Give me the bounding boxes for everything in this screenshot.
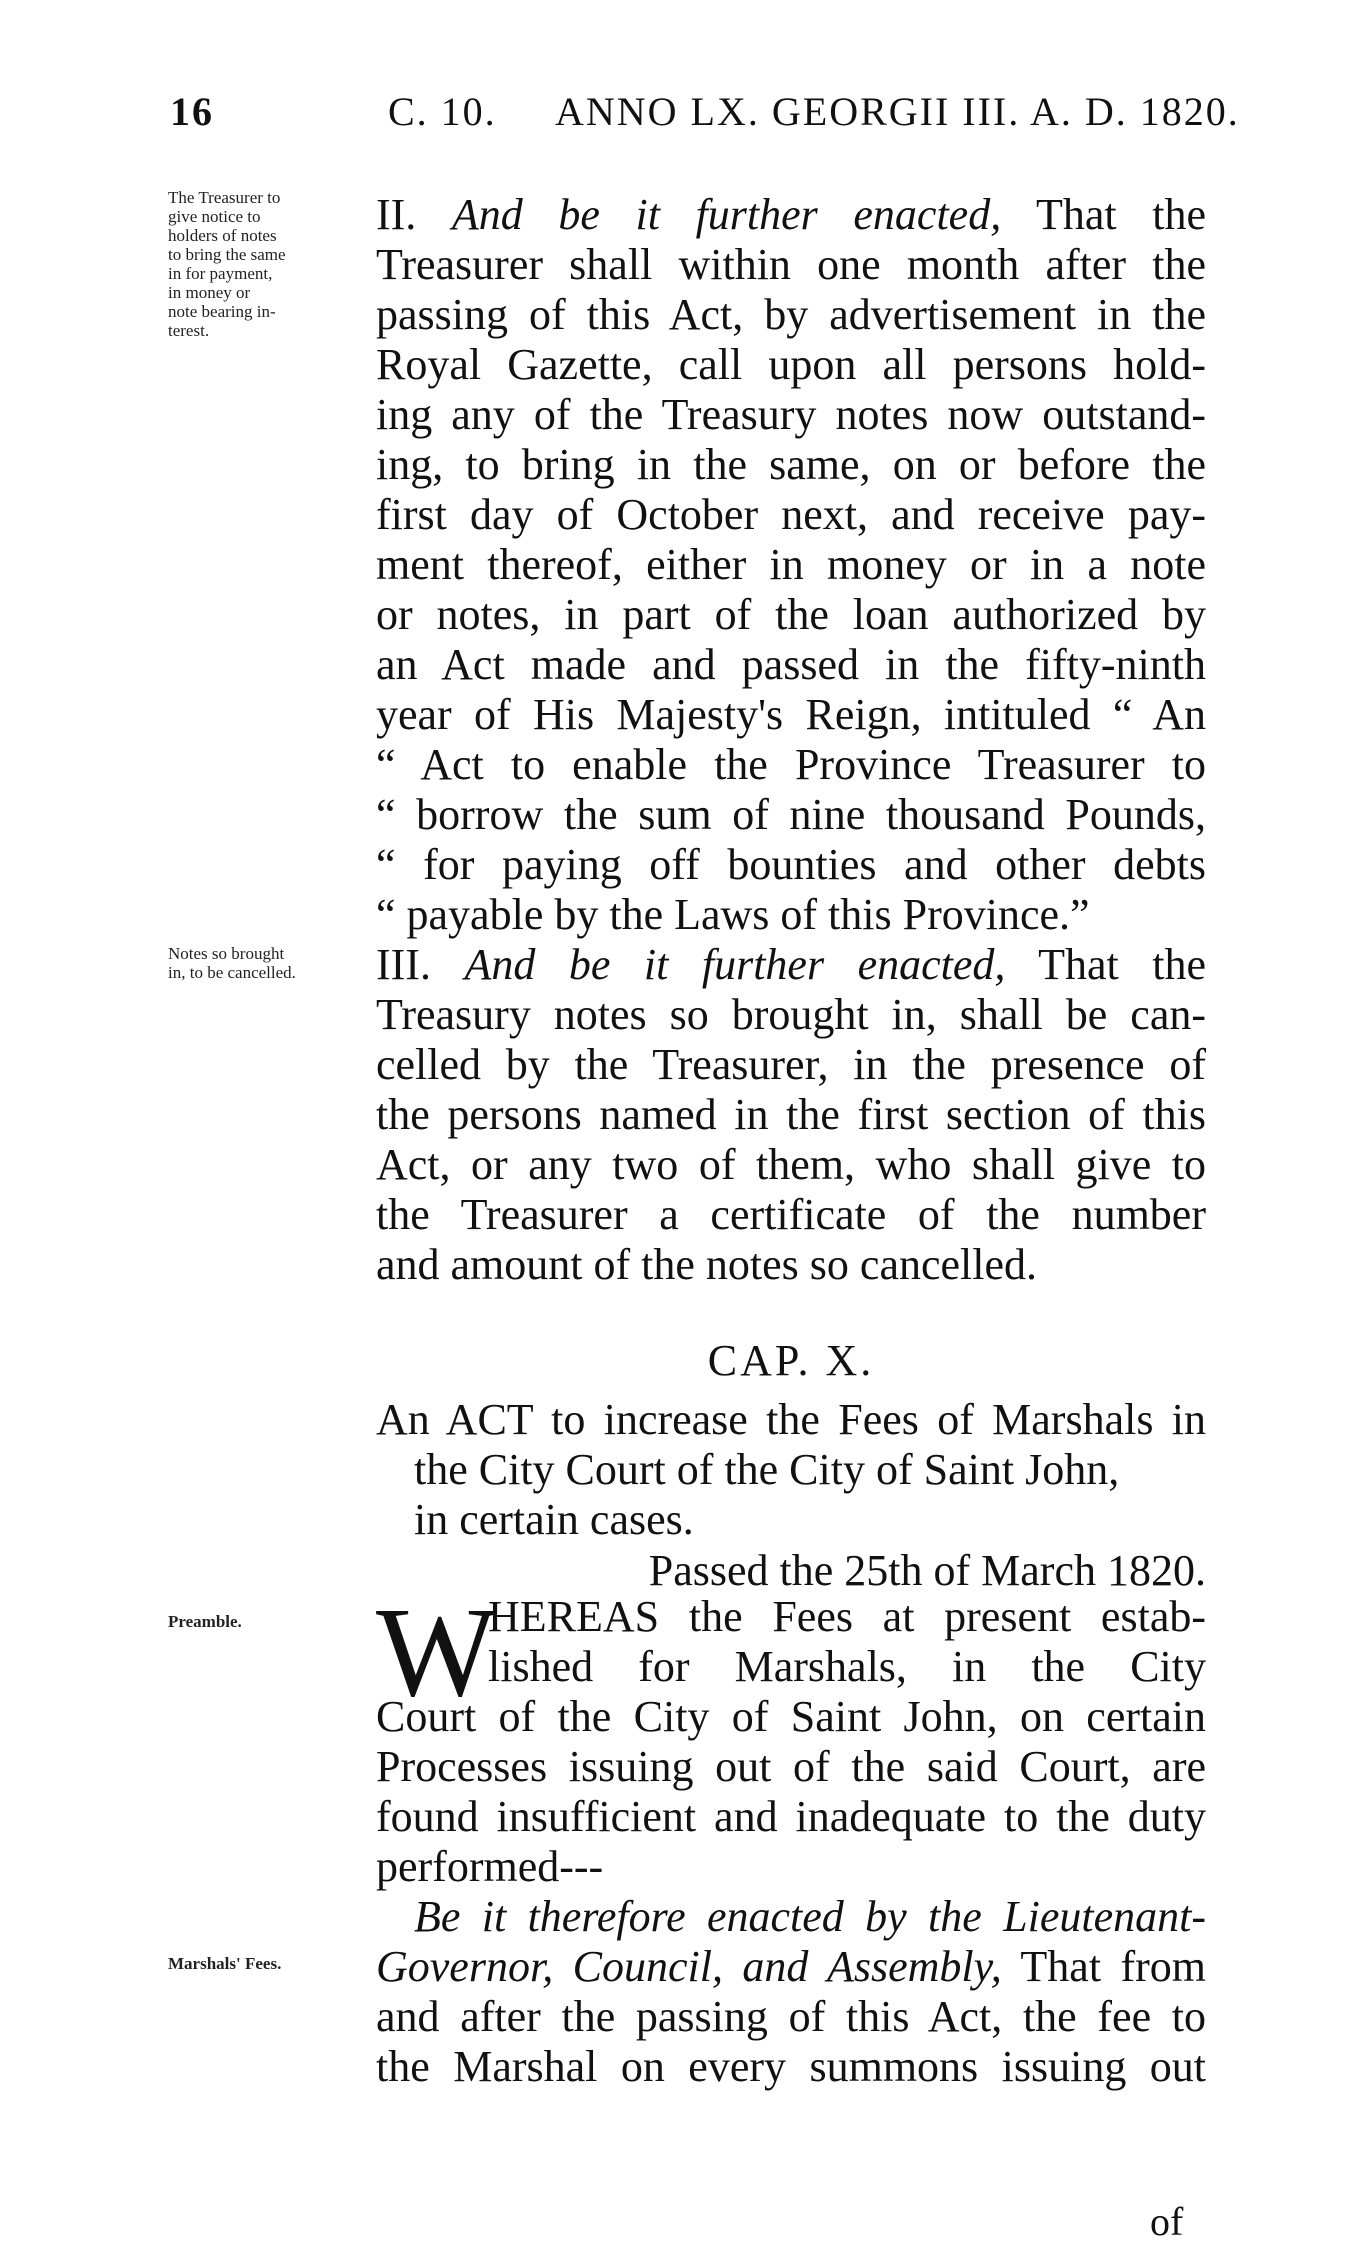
- drop-cap: W: [376, 1581, 497, 1723]
- margin-note-line: in for payment,: [168, 264, 273, 283]
- section-2-line: passing of this Act, by advertisement in the: [376, 290, 1206, 339]
- preamble-line: lished for Marshals, in the City: [488, 1642, 1206, 1691]
- act-title: [376, 1395, 1206, 1545]
- margin-note-line: in, to be cancelled.: [168, 963, 296, 982]
- section-3-opening-rest: That the: [1038, 940, 1206, 989]
- chapter-number: C. 10.: [388, 89, 497, 134]
- section-2-line: “ borrow the sum of nine thousand Pounds,: [376, 790, 1206, 839]
- section-2-line: “ Act to enable the Province Treasurer to: [376, 740, 1206, 789]
- section-3-line: the Treasurer a certificate of the number: [376, 1190, 1206, 1239]
- section-3-line: Act, or any two of them, who shall give to: [376, 1140, 1206, 1189]
- section-2-opening: [376, 190, 1206, 240]
- preamble-line: Court of the City of Saint John, on certain: [376, 1692, 1206, 1741]
- section-2-line: Treasurer shall within one month after the: [376, 240, 1206, 289]
- catchword: of: [1150, 2199, 1184, 2244]
- preamble-line: performed---: [376, 1842, 604, 1891]
- margin-note-line: terest.: [168, 321, 210, 340]
- section-3-line: and amount of the notes so cancelled.: [376, 1240, 1038, 1289]
- section-2: [376, 190, 1206, 940]
- running-title: ANNO LX. GEORGII III.: [555, 89, 1021, 134]
- margin-note-line: note bearing in-: [168, 302, 276, 321]
- passed-date: Passed the 25th of March 1820.: [648, 1546, 1206, 1595]
- preamble-line: found insufficient and inadequate to the duty: [376, 1792, 1206, 1841]
- section-2-line: ing, to bring in the same, on or before the: [376, 440, 1206, 489]
- enactment-line: the Marshal on every summons issuing out: [376, 2042, 1206, 2091]
- margin-note-line: give notice to: [168, 207, 261, 226]
- page-number: 16: [170, 89, 214, 134]
- act-title-line: in certain cases.: [414, 1495, 694, 1544]
- running-date: A. D. 1820.: [1030, 89, 1240, 134]
- margin-note-line: The Treasurer to: [168, 188, 281, 207]
- section-2-line: Royal Gazette, call upon all persons hold-: [376, 340, 1206, 389]
- margin-note-line: to bring the same: [168, 245, 286, 264]
- section-2-line: an Act made and passed in the fifty-ninth: [376, 640, 1206, 689]
- margin-note-line: holders of notes: [168, 226, 277, 245]
- margin-note-marshals-fees: Marshals' Fees.: [168, 1954, 282, 1973]
- margin-note-notes-cancelled: [168, 944, 373, 982]
- enactment-line: [376, 1942, 1206, 1992]
- act-title-line: the City Court of the City of Saint John,: [414, 1445, 1120, 1494]
- section-3-enacting-words: And be it further enacted,: [464, 940, 1006, 989]
- section-2-enacting-words: And be it further enacted,: [451, 190, 1002, 239]
- act-title-line: An ACT to increase the Fees of Marshals in: [376, 1395, 1206, 1444]
- section-3-line: celled by the Treasurer, in the presence of: [376, 1040, 1206, 1089]
- enactment-line: and after the passing of this Act, the fee to: [376, 1992, 1206, 2041]
- preamble-line: HEREAS the Fees at present estab-: [488, 1592, 1206, 1641]
- chapter-heading: CAP. X.: [707, 1336, 875, 1385]
- section-3-numeral: III.: [376, 940, 431, 989]
- section-3-line: the persons named in the first section of this: [376, 1090, 1206, 1139]
- section-3: [376, 940, 1206, 1290]
- section-2-line: “ for paying off bounties and other debts: [376, 840, 1206, 889]
- margin-note-treasurer-notice: [168, 188, 373, 340]
- margin-note-line: Notes so brought: [168, 944, 285, 963]
- section-2-line: or notes, in part of the loan authorized by: [376, 590, 1206, 639]
- section-2-line: first day of October next, and receive pay-: [376, 490, 1206, 539]
- preamble-line: Processes issuing out of the said Court, are: [376, 1742, 1206, 1791]
- margin-note-preamble: Preamble.: [168, 1612, 242, 1631]
- preamble-text: [376, 1581, 1206, 2092]
- section-3-opening: [376, 940, 1206, 990]
- margin-note-line: in money or: [168, 283, 251, 302]
- section-2-line: ment thereof, either in money or in a note: [376, 540, 1206, 589]
- enactment-line: Be it therefore enacted by the Lieutenant-: [414, 1892, 1206, 1941]
- section-2-line: year of His Majesty's Reign, intituled “ An: [376, 690, 1206, 739]
- enactment-line-rest: That from: [1020, 1942, 1206, 1991]
- enactment-authority: Governor, Council, and Assembly,: [376, 1942, 1002, 1991]
- section-2-opening-rest: That the: [1036, 190, 1206, 239]
- section-2-line: “ payable by the Laws of this Province.”: [376, 890, 1090, 939]
- section-2-line: ing any of the Treasury notes now outstand-: [376, 390, 1206, 439]
- section-3-line: Treasury notes so brought in, shall be can-: [376, 990, 1206, 1039]
- section-2-numeral: II.: [376, 190, 417, 239]
